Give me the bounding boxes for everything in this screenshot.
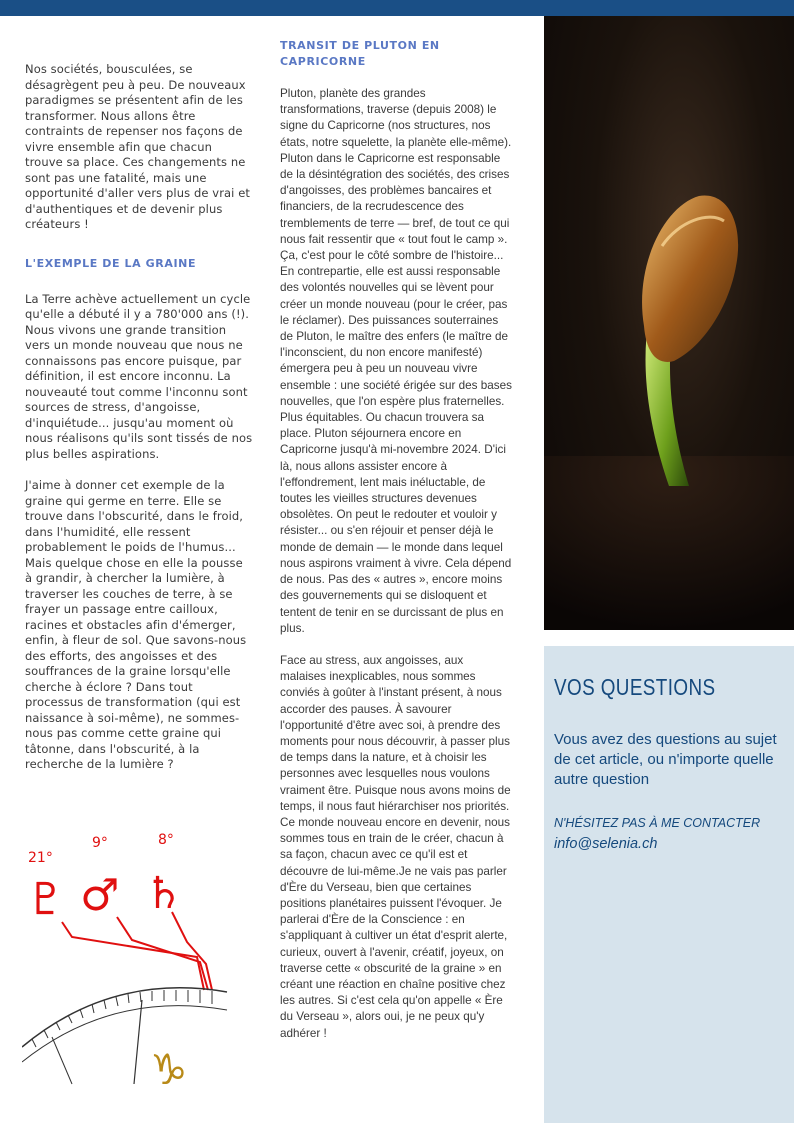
zodiac-ring [22, 988, 227, 1084]
column-left [25, 62, 253, 773]
section-heading-graine: L'EXEMPLE DE LA GRAINE [25, 256, 197, 270]
graine-paragraph-1: La Terre achève actuellement un cycle qu'elle a débuté il y a 780'000 ans (!). Nous vivons une grande transition vers un monde nouveau que nous ne connaissons pas encore puisque, par définition, il est encore inconnu. La nouveauté tout comme l'inconnu sont sources de stress, d'angoisse, d'inquiétude... jusqu'au moment où nous réalisons qu'ils sont tissés de nos plus belles aspirations. [25, 291, 253, 461]
pluton-paragraph-2: Face au stress, aux angoisses, aux malaises inexplicables, nous sommes conviés à goûter à l'instant présent, à nous accorder des pauses. À savourer l'opportunité d'être avec soi, à prendre des moments pour nous découvrir, à passer plus de temps dans la nature, et à choisir les personnes avec lesquelles nous voulons vraiment être. Puisque nous avons moins de temps, il nous faut hiérarchiser nos priorités. Ce monde nouveau encore en devenir, nous sommes tous en train de le créer, chacun à sa façon, chacun avec ce qu'il est et découvre de lui-même.Je ne vais pas parler d'Ère du Verseau, bien que certaines positions planétaires puissent l'évoquer. Je parlerai d'Ère de la Conscience : en s'appliquant à cultiver un état d'esprit alerte, curieux, ouvert à l'avenir, créatif, joyeux, on traverse cette « obscurité de la graine » en créant une réaction en chaîne positive chez les autres. Si c'est cela qu'on appelle « Ère du Verseau », alors oui, je ne peux qu'y adhérer ! [280, 653, 511, 1040]
seedling-photo [544, 16, 794, 630]
sidebar-text: Vous avez des questions au sujet de cet article, ou n'importe quelle autre question [554, 731, 777, 788]
saturn-glyph-icon: ♄ [144, 868, 184, 919]
contact-call-to-action: N'HÉSITEZ PAS À ME CONTACTER [554, 816, 761, 830]
seedling-illustration [544, 16, 794, 630]
degree-saturn: 8° [158, 832, 174, 848]
intro-paragraph: Nos sociétés, bousculées, se désagrègent peu à peu. De nouveaux paradigmes se présentent afin de les transformer. Nous allons être contraints de repenser nos façons de vivre ensemble afin que chacun trouve sa place. Ces changements ne sont pas une fatalité, mais une opportunité d'aller vers plus de vrai et d'authentiques et de devenir plus créateurs ! [25, 62, 251, 231]
capricorn-glyph-icon: ♑ [150, 1045, 188, 1092]
pluto-glyph-icon: ♇ [26, 874, 66, 925]
mars-glyph-icon: ♂ [80, 870, 120, 921]
degree-pluto: 21° [28, 850, 53, 866]
section-heading-pluton: TRANSIT DE PLUTON EN CAPRICORNE [280, 39, 440, 68]
pluton-paragraph-1: Pluton, planète des grandes transformations, traverse (depuis 2008) le signe du Capricorne (nos structures, nos états, notre squelette, la planète elle-même). Pluton dans le Capricorne est responsable de la désintégration des sociétés, des crises d'angoisses, des problèmes bancaires et financiers, de la recrudescence des tremblements de terre — bref, de tout ce qui nous fait ressentir que « tout fout le camp ». Ça, c'est pour le côté sombre de l'histoire... En contrepartie, elle est aussi responsable des volontés nouvelles qui se lèvent pour créer un monde nouveau (pour le créer, pas le réclamer). Des puissances souterraines de Pluton, le maître des enfers (le maître de l'inconscient, du non encore manifesté) émergera peu à peu un nouveau vivre ensemble : une société érigée sur des bases nouvelles, que l'on espère plus fraternelles. Plus équitables. Ou chacun trouvera sa place. Pluton séjournera encore en Capricorne jusqu'à mi-novembre 2024. D'ici là, nous allons assister encore à l'effondrement, lent mais inéluctable, de toutes les vieilles structures devenues obsolètes. On peut le redouter et vouloir y résister... ou s'en réjouir et penser déjà le monde de demain — le monde dans lequel nous aspirons vraiment à vivre. Cela dépend de nous. Pas des « autres », encore moins des gouvernements qui se disloquent et tentent de tenir en se durcissant de plus en plus. [280, 87, 512, 635]
aspect-lines [62, 912, 212, 990]
top-bar [0, 0, 794, 16]
degree-mars: 9° [92, 835, 108, 851]
graine-paragraph-2: J'aime à donner cet exemple de la graine qui germe en terre. Elle se trouve dans l'obscurité, dans le froid, dans l'humidité, elle ressent probablement le poids de l'humus... Mais quelque chose en elle la pousse à grandir, à chercher la lumière, à traverser les couches de terre, à se frayer un passage entre cailloux, racines et obstacles afin d'émerger, enfin, à fleur de sol. Que savons-nous des efforts, des angoisses et des souffrances de la graine lorsqu'elle cherche à éclore ? Dans tout processus de transformation (qui est naissance à soi-même), ne sommes-nous pas comme cette graine qui tâtonne, dans l'obscurité, à la recherche de la lumière ? [25, 478, 247, 771]
sidebar-title: VOS QUESTIONS [554, 674, 716, 700]
contact-email-link[interactable]: info@selenia.ch [554, 836, 658, 852]
questions-sidebar [544, 646, 794, 1123]
column-middle [280, 38, 512, 1042]
astro-chart-image [22, 822, 252, 1092]
